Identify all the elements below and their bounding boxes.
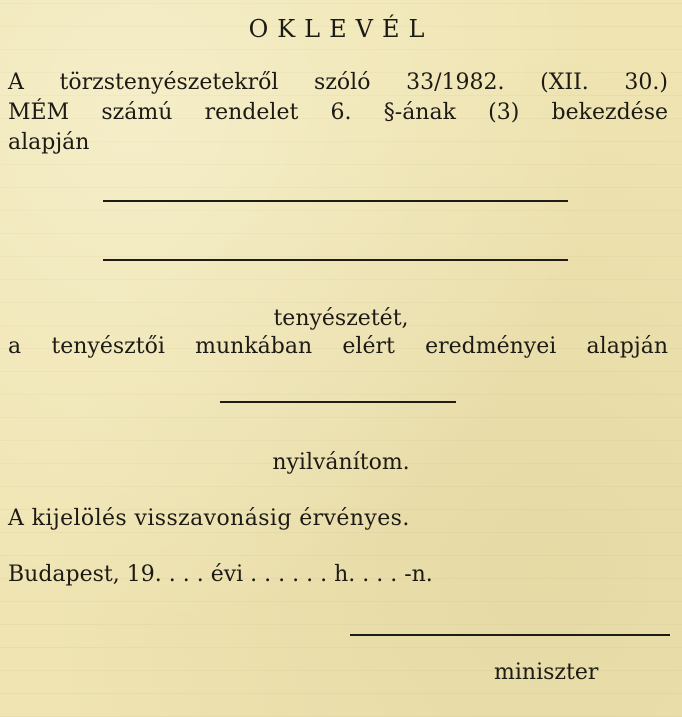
intro-line-2: MÉM számú rendelet 6. §-ának (3) bekezdése — [8, 100, 668, 125]
blank-line-3 — [220, 401, 456, 403]
intro-line-1: A törzstenyészetekről szóló 33/1982. (XII. 30.) — [8, 70, 668, 95]
results-line: a tenyésztői munkában elért eredményei alapján — [8, 334, 668, 359]
declared-label: nyilvánítom. — [272, 450, 410, 475]
breeding-label: tenyészetét, — [273, 306, 409, 331]
certificate-title: OKLEVÉL — [248, 15, 434, 43]
intro-line-3: alapján — [8, 130, 90, 155]
signature-line — [350, 634, 670, 636]
validity-line: A kijelölés visszavonásig érvényes. — [8, 506, 410, 531]
blank-line-1 — [103, 200, 568, 202]
signature-title: miniszter — [494, 660, 599, 685]
place-date-line: Budapest, 19. . . . évi . . . . . . h. . . . -n. — [8, 562, 433, 587]
blank-line-2 — [103, 259, 568, 261]
